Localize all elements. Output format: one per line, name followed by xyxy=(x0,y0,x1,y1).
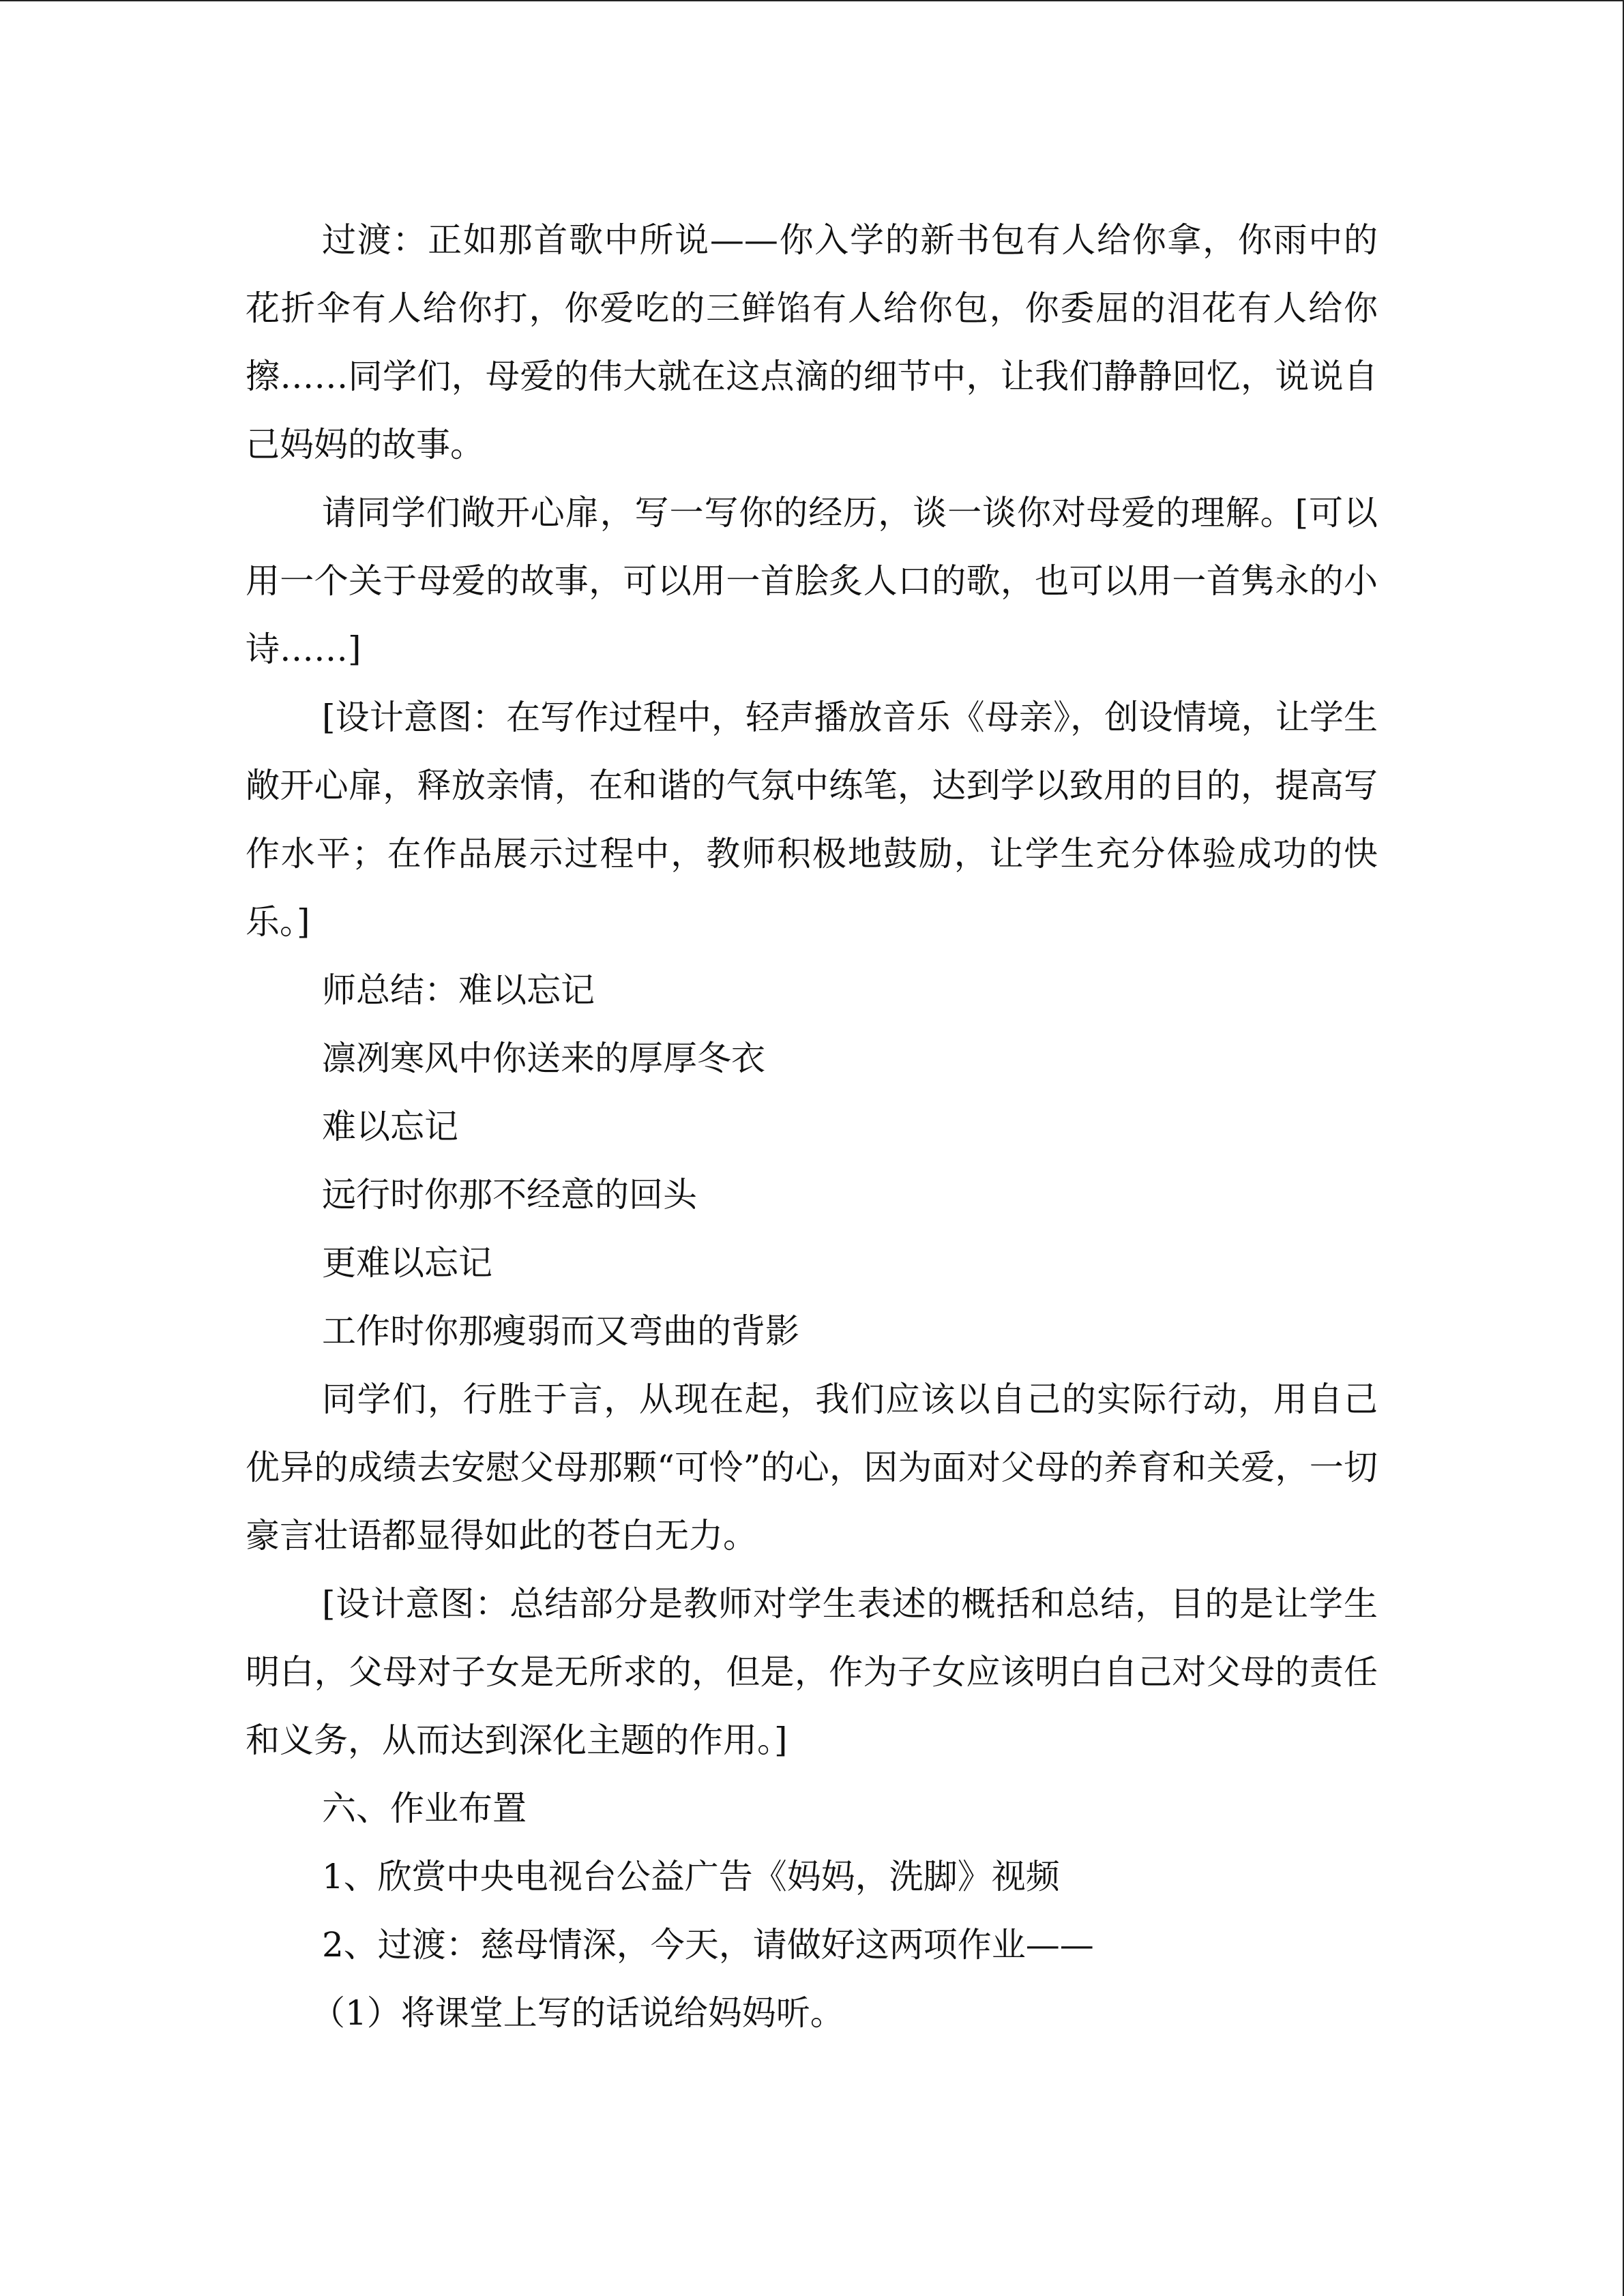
poem-line-2: 凛冽寒风中你送来的厚厚冬衣 xyxy=(322,1039,765,1078)
paragraph-design-intent-2: [设计意图：总结部分是教师对学生表述的概括和总结，目的是让学生明白，父母对子女是无所求的，但是，作为子女应该明白自己对父母的责任和义务，从而达到深化主题的作用。] xyxy=(246,1584,1378,1760)
paragraph-design-intent-1: [设计意图：在写作过程中，轻声播放音乐《母亲》，创设情境，让学生敞开心扉，释放亲情，在和谐的气氛中练笔，达到学以致用的目的，提高写作水平；在作品展示过程中，教师积极地鼓励，让学生充分体验成功的快乐。] xyxy=(246,698,1378,942)
paragraph-transition: 过渡：正如那首歌中所说——你入学的新书包有人给你拿，你雨中的花折伞有人给你打，你爱吃的三鲜馅有人给你包，你委屈的泪花有人给你擦……同学们，母爱的伟大就在这点滴的细节中，让我们静静回忆，说说自己妈妈的故事。 xyxy=(246,220,1378,464)
paragraph-writing-prompt: 请同学们敞开心扉，写一写你的经历，谈一谈你对母爱的理解。[可以用一个关于母爱的故事，可以用一首脍炙人口的歌，也可以用一首隽永的小诗……] xyxy=(246,493,1378,669)
homework-item-3: （1）将课堂上写的话说给妈妈听。 xyxy=(311,1993,844,2033)
homework-item-2: 2、过渡：慈母情深，今天，请做好这两项作业—— xyxy=(322,1925,1094,1965)
document-body xyxy=(246,206,1378,2047)
poem-line-6: 工作时你那瘦弱而又弯曲的背影 xyxy=(322,1311,799,1351)
poem-line-5: 更难以忘记 xyxy=(322,1243,492,1283)
homework-heading: 六、作业布置 xyxy=(322,1789,527,1828)
paragraph-action: 同学们，行胜于言，从现在起，我们应该以自己的实际行动，用自己优异的成绩去安慰父母那颗“可怜”的心，因为面对父母的养育和关爱，一切豪言壮语都显得如此的苍白无力。 xyxy=(246,1380,1378,1555)
poem-line-3: 难以忘记 xyxy=(322,1107,458,1146)
poem-line-1: 师总结：难以忘记 xyxy=(322,970,595,1010)
homework-item-1: 1、欣赏中央电视台公益广告《妈妈，洗脚》视频 xyxy=(322,1857,1060,1896)
poem-line-4: 远行时你那不经意的回头 xyxy=(322,1175,697,1214)
